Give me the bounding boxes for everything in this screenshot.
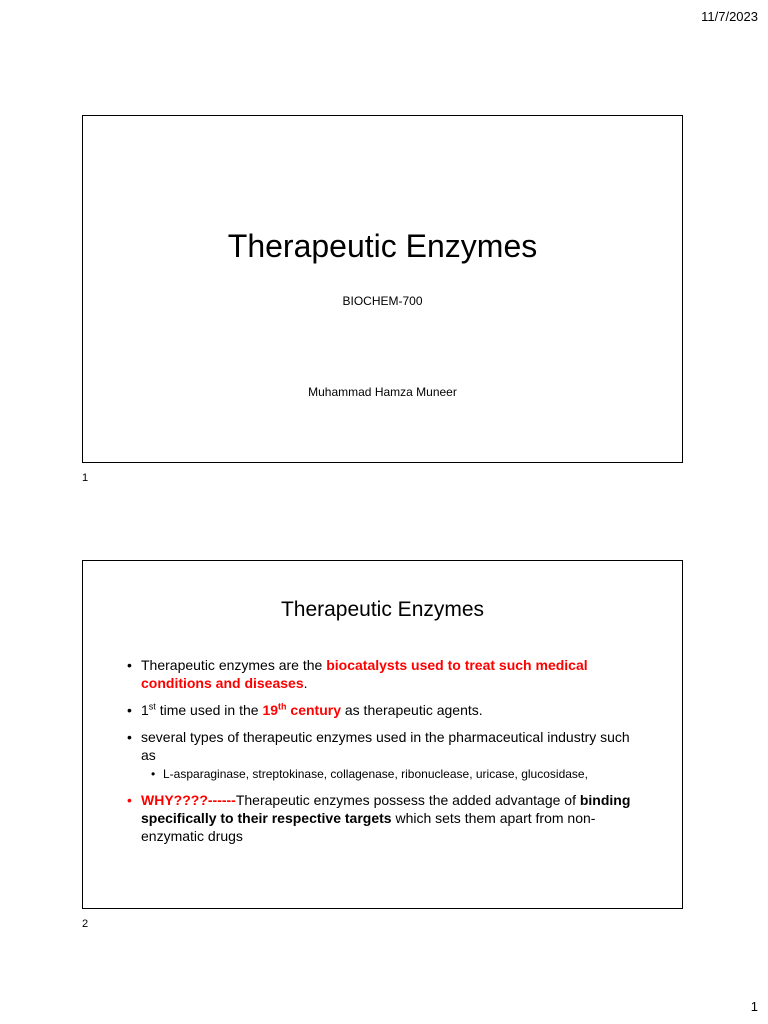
why-label: WHY????------ bbox=[141, 792, 236, 808]
page-date: 11/7/2023 bbox=[701, 9, 758, 24]
bullet-text: 1 bbox=[141, 702, 149, 718]
slide-1-title: Therapeutic Enzymes bbox=[227, 228, 538, 264]
bullet-text: as therapeutic agents. bbox=[340, 702, 483, 718]
bullet-text: . bbox=[303, 675, 308, 691]
bullet-item bbox=[127, 656, 647, 692]
sub-bullet-item: • L-asparaginase, streptokinase, collagenase, ribonuclease, uricase, glucosidase, bbox=[151, 766, 647, 782]
bullet-text: Therapeutic enzymes possess the added advantage of bbox=[235, 792, 580, 808]
slide-1 bbox=[82, 115, 683, 463]
bullet-bold-text: binding specifically to their respective targets bbox=[141, 792, 631, 826]
bullet-text: which sets them apart from non-enzymatic drugs bbox=[141, 810, 596, 844]
bullet-highlight bbox=[262, 702, 341, 718]
page-number: 1 bbox=[750, 999, 758, 1014]
bullet-highlight: biocatalysts used to treat such medical conditions and diseases bbox=[141, 657, 588, 691]
bullet-text: time used in the bbox=[155, 702, 263, 718]
slide-1-number: 1 bbox=[82, 472, 89, 484]
slide-2-number: 2 bbox=[82, 918, 89, 930]
bullet-text: several types of therapeutic enzymes used in the pharmaceutical industry such as bbox=[141, 729, 630, 763]
slide-1-subtitle: BIOCHEM-700 bbox=[342, 294, 423, 308]
superscript: th bbox=[278, 701, 287, 712]
bullet-text: Therapeutic enzymes are the bbox=[141, 657, 327, 673]
bullet-item bbox=[127, 701, 647, 719]
slide-1-author: Muhammad Hamza Muneer bbox=[308, 385, 457, 399]
slide-2 bbox=[82, 560, 683, 909]
superscript: st bbox=[148, 701, 156, 712]
slide-2-title: Therapeutic Enzymes bbox=[280, 598, 485, 621]
highlight-text: century bbox=[286, 702, 341, 718]
bullet-item bbox=[127, 728, 647, 782]
slide-2-bullet-list bbox=[127, 656, 647, 854]
bullet-item bbox=[127, 791, 647, 845]
highlight-number: 19 bbox=[262, 702, 279, 718]
